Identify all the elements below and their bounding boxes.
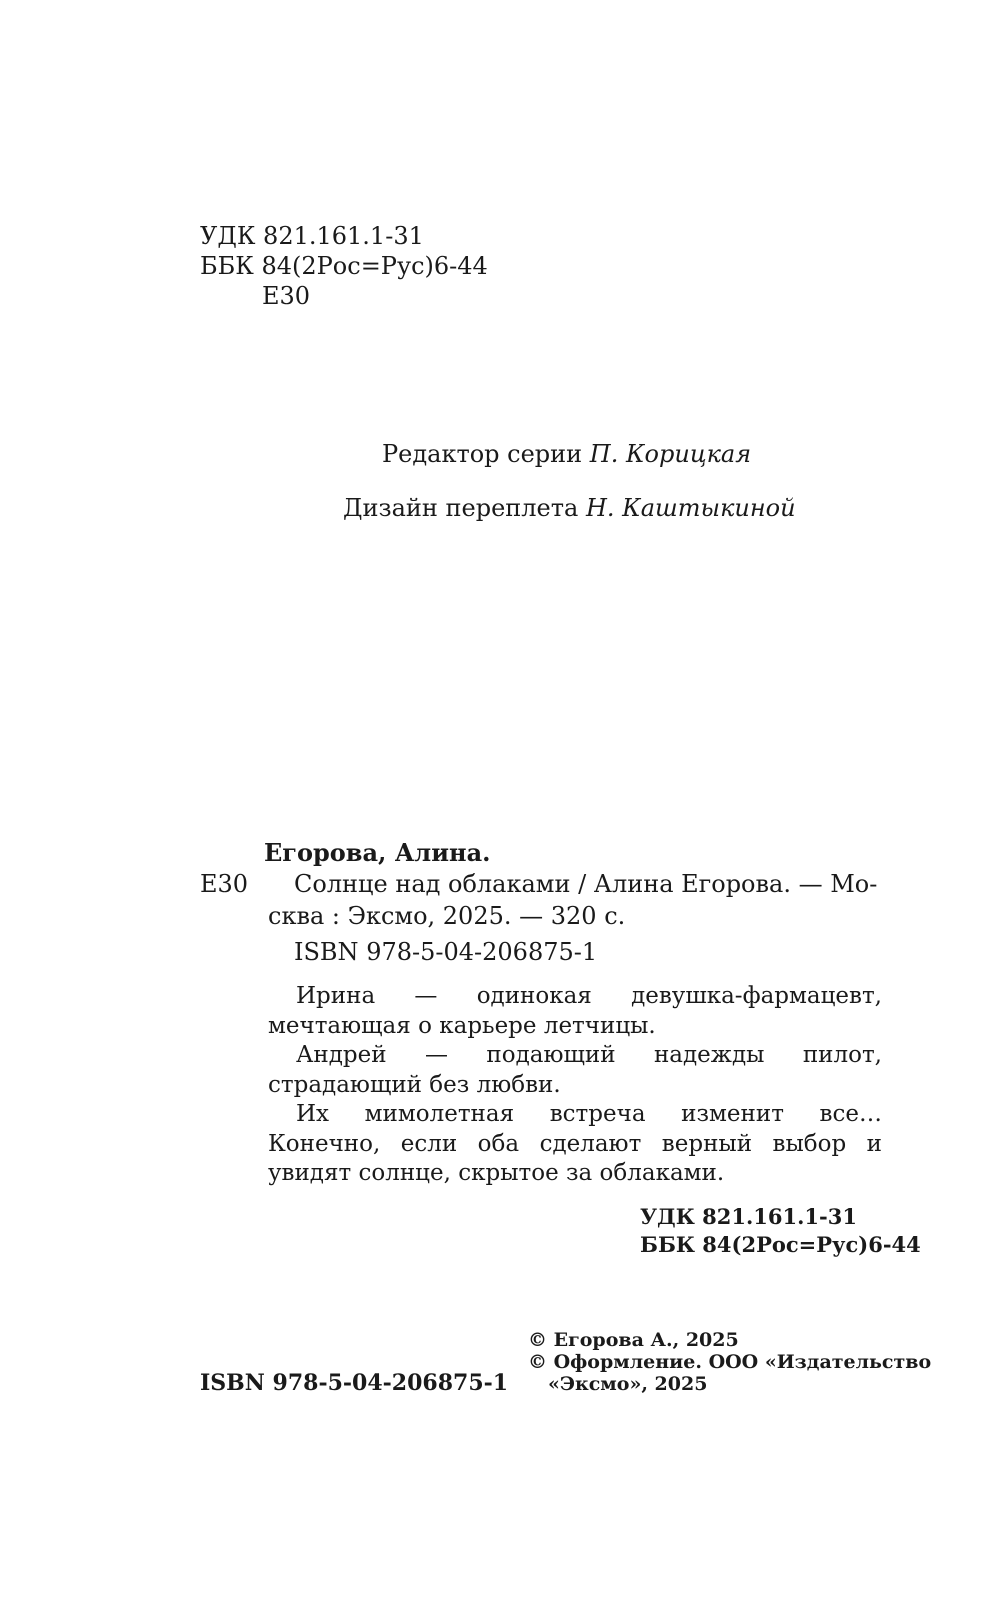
record-title-line-2: сква : Эксмо, 2025. — 320 с.: [268, 902, 626, 930]
record-isbn: ISBN 978-5-04-206875-1: [294, 938, 598, 966]
annotation-paragraph: Их мимолетная встреча изменит все… Конечно, если оба сделают верный выбор и увидят солнце, скрытое за облаками.: [268, 1101, 882, 1186]
series-editor-credit: [382, 440, 751, 469]
record-author: Егорова, Алина.: [264, 838, 491, 867]
copyright-design-continued: «Эксмо», 2025: [548, 1373, 708, 1395]
copyright-design: © Оформление. ООО «Издательство: [528, 1351, 932, 1373]
author-mark: Е30: [262, 282, 311, 310]
bottom-bbk-code: ББК 84(2Рос=Рус)6-44: [640, 1232, 921, 1257]
annotation-paragraph: Ирина — одинокая девушка-фармацевт, мечтающая о карьере летчицы.: [268, 983, 882, 1039]
bbk-code: ББК 84(2Рос=Рус)6-44: [200, 252, 488, 280]
record-title-line-1: Солнце над облаками / Алина Егорова. — Мо-: [294, 870, 878, 898]
cover-design-label: Дизайн переплета: [343, 494, 579, 522]
footer-isbn: ISBN 978-5-04-206875-1: [200, 1370, 509, 1396]
cover-design-credit: [343, 494, 796, 523]
bottom-udk-code: УДК 821.161.1-31: [640, 1204, 857, 1229]
annotation-paragraph: Андрей — подающий надежды пилот, страдающий без любви.: [268, 1042, 882, 1098]
record-author-mark: Е30: [200, 870, 249, 898]
udk-code: УДК 821.161.1-31: [200, 222, 424, 250]
series-editor-name: П. Корицкая: [589, 440, 752, 468]
series-editor-label: Редактор серии: [382, 440, 583, 468]
copyright-author: © Егорова А., 2025: [528, 1329, 739, 1351]
cover-design-name: Н. Каштыкиной: [585, 494, 796, 522]
